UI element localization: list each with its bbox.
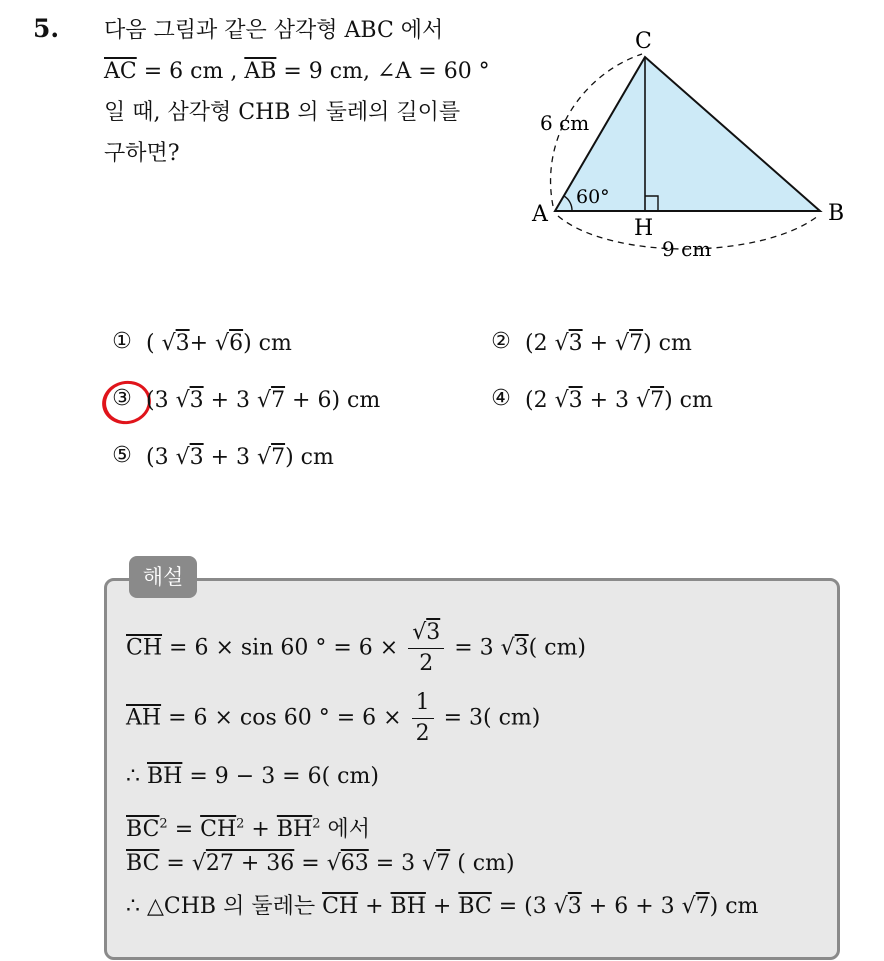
ac-value: = 6 cm , xyxy=(136,59,245,84)
segment-ac: $\overline{AC}$ xyxy=(104,59,137,84)
l3-expr: = 9 − 3 = 6( cm) xyxy=(182,764,379,789)
l6-unit: ) cm xyxy=(709,894,759,919)
l4-tail: 에서 xyxy=(320,817,370,842)
sqrt-icon: √ xyxy=(215,331,230,356)
choice-3-op: + 3 xyxy=(203,388,258,413)
seg-bh-2: $\overline{BH}$ xyxy=(276,817,313,842)
question-number: 5. xyxy=(33,14,60,43)
solution-line-5 xyxy=(126,851,515,876)
choice-5-radicand-b: 7 xyxy=(271,445,286,470)
sqrt-icon: √ xyxy=(553,894,568,919)
choice-4-mark: ④ xyxy=(491,386,511,411)
sqrt-icon: √ xyxy=(175,388,190,413)
seg-ah: $\overline{AH}$ xyxy=(126,705,162,731)
choice-5-suffix: ) cm xyxy=(285,445,334,470)
choice-5-op: + 3 xyxy=(203,445,258,470)
solution-line-2 xyxy=(126,688,540,749)
therefore-symbol: ∴ xyxy=(126,764,147,789)
triangle-figure xyxy=(520,20,860,270)
seg-bc-2: $\overline{BC}$ xyxy=(126,851,160,876)
choice-4[interactable] xyxy=(489,387,713,413)
choice-2-op: + xyxy=(589,331,616,356)
seg-ch-3: $\overline{CH}$ xyxy=(322,894,359,919)
seg-bc-3: $\overline{BC}$ xyxy=(458,894,492,919)
question-line-1: 다음 그림과 같은 삼각형 ABC 에서 xyxy=(104,18,444,43)
sqrt-icon: √ xyxy=(175,445,190,470)
label-angle: 60° xyxy=(576,186,610,208)
fraction-1-over-2 xyxy=(412,688,434,749)
choice-3-pre: (3 xyxy=(146,388,176,413)
seg-bh: $\overline{BH}$ xyxy=(147,764,183,789)
l1-den: 2 xyxy=(419,651,434,676)
l1-unit: ( cm) xyxy=(528,635,587,661)
l6-mid: + 6 + 3 xyxy=(581,894,682,919)
solution-line-1 xyxy=(126,618,586,679)
solution-tag: 해설 xyxy=(129,556,197,598)
choice-4-suffix: ) cm xyxy=(664,388,713,413)
sqrt-icon: √ xyxy=(161,331,176,356)
sqrt-icon: √ xyxy=(412,620,427,645)
choice-2-mark: ② xyxy=(491,329,511,354)
l5-rad3: 7 xyxy=(436,851,451,876)
seg-ch: $\overline{CH}$ xyxy=(126,635,163,661)
choice-2-pre: (2 xyxy=(525,331,555,356)
choice-3-mark: ③ xyxy=(112,386,132,411)
l6-rad1: 3 xyxy=(567,894,582,919)
l2-den: 2 xyxy=(415,721,430,746)
solution-line-6: ∴ △CHB 의 둘레는 $\overline{CH} + \overline{BH} + \overline{BC} = (3$ √3 + 6 + 3 √7) cm xyxy=(126,894,759,919)
question-text xyxy=(104,10,514,174)
label-ac-length: 6 cm xyxy=(540,111,590,135)
choice-4-radicand-b: 7 xyxy=(650,388,665,413)
l2-num: 1 xyxy=(412,688,434,719)
l1-expr: = 6 × sin 60 ° = 6 × xyxy=(162,635,406,661)
choice-3-tail: + 6 xyxy=(285,388,332,413)
l5-eq2: = xyxy=(294,851,327,876)
choice-5[interactable] xyxy=(110,444,334,470)
seg-bh-3: $\overline{BH}$ xyxy=(390,894,426,919)
sqrt-icon: √ xyxy=(554,331,569,356)
choice-3-radicand-b: 7 xyxy=(271,388,286,413)
choice-1-op: + xyxy=(189,331,216,356)
l5-rad2: 63 xyxy=(340,851,369,876)
choice-5-pre: (3 xyxy=(146,445,176,470)
choice-3-suffix: ) cm xyxy=(331,388,381,413)
l1-eq: = 3 xyxy=(447,635,501,661)
choice-2-radicand-b: 7 xyxy=(629,331,644,356)
choice-1-suffix: ) cm xyxy=(243,331,292,356)
sup-2: 2 xyxy=(159,816,168,832)
choice-2-suffix: ) cm xyxy=(643,331,692,356)
choice-1-radicand-a: 3 xyxy=(175,331,190,356)
question-line-3: 일 때, 삼각형 CHB 의 둘레의 길이를 xyxy=(104,100,461,125)
question-line-4: 구하면? xyxy=(104,141,180,166)
l6-rad2: 7 xyxy=(695,894,710,919)
l5-eq1: = xyxy=(159,851,192,876)
solution-line-4: $\overline{BC}^2 = \overline{CH}^2 + \overline{BH}^2$ 에서 xyxy=(126,816,370,842)
label-ab-length: 9 cm xyxy=(662,237,712,261)
fraction-sqrt3-over-2 xyxy=(408,618,444,679)
choice-1-mark: ① xyxy=(112,329,132,354)
sqrt-icon: √ xyxy=(554,388,569,413)
ab-value: = 9 cm, ∠A = 60 ° xyxy=(276,59,490,84)
choice-4-pre: (2 xyxy=(525,388,555,413)
sup-2: 2 xyxy=(312,816,321,832)
l6-lead: ∴ △CHB 의 둘레는 xyxy=(126,894,323,919)
l1-rad: 3 xyxy=(514,635,529,661)
label-h: H xyxy=(634,216,654,241)
choice-4-op: + 3 xyxy=(582,388,637,413)
sup-2: 2 xyxy=(236,816,245,832)
l5-rad1: 27 + 36 xyxy=(205,851,295,876)
choice-1-pre: ( xyxy=(146,331,162,356)
choice-2-radicand-a: 3 xyxy=(568,331,583,356)
sqrt-icon: √ xyxy=(191,851,206,876)
sqrt-icon: √ xyxy=(257,445,272,470)
sqrt-icon: √ xyxy=(615,331,630,356)
choice-2[interactable] xyxy=(489,330,692,356)
label-a: A xyxy=(532,202,548,227)
choice-1[interactable] xyxy=(110,330,292,356)
l5-unit: ( cm) xyxy=(450,851,515,876)
sqrt-icon: √ xyxy=(326,851,341,876)
sqrt-icon: √ xyxy=(422,851,437,876)
l5-eq3: = 3 xyxy=(368,851,423,876)
question-line-2 xyxy=(104,51,514,92)
choice-1-radicand-b: 6 xyxy=(229,331,244,356)
choice-5-radicand-a: 3 xyxy=(189,445,204,470)
l6-eq: = (3 xyxy=(491,894,554,919)
l1-num: 3 xyxy=(426,620,441,645)
sqrt-icon: √ xyxy=(636,388,651,413)
seg-bc: $\overline{BC}$ xyxy=(126,817,160,842)
sqrt-icon: √ xyxy=(681,894,696,919)
choice-3-radicand-a: 3 xyxy=(189,388,204,413)
sqrt-icon: √ xyxy=(257,388,272,413)
sqrt-icon: √ xyxy=(500,635,515,661)
segment-ab: $\overline{AB}$ xyxy=(244,59,277,84)
l2-eq: = 3( cm) xyxy=(436,705,541,731)
choice-5-mark: ⑤ xyxy=(112,443,132,468)
label-c: C xyxy=(635,29,652,54)
l2-expr: = 6 × cos 60 ° = 6 × xyxy=(161,705,409,731)
choice-3[interactable] xyxy=(110,387,380,413)
solution-line-3 xyxy=(126,764,379,789)
seg-ch-2: $\overline{CH}$ xyxy=(200,817,237,842)
label-b: B xyxy=(828,201,845,226)
choice-4-radicand-a: 3 xyxy=(568,388,583,413)
